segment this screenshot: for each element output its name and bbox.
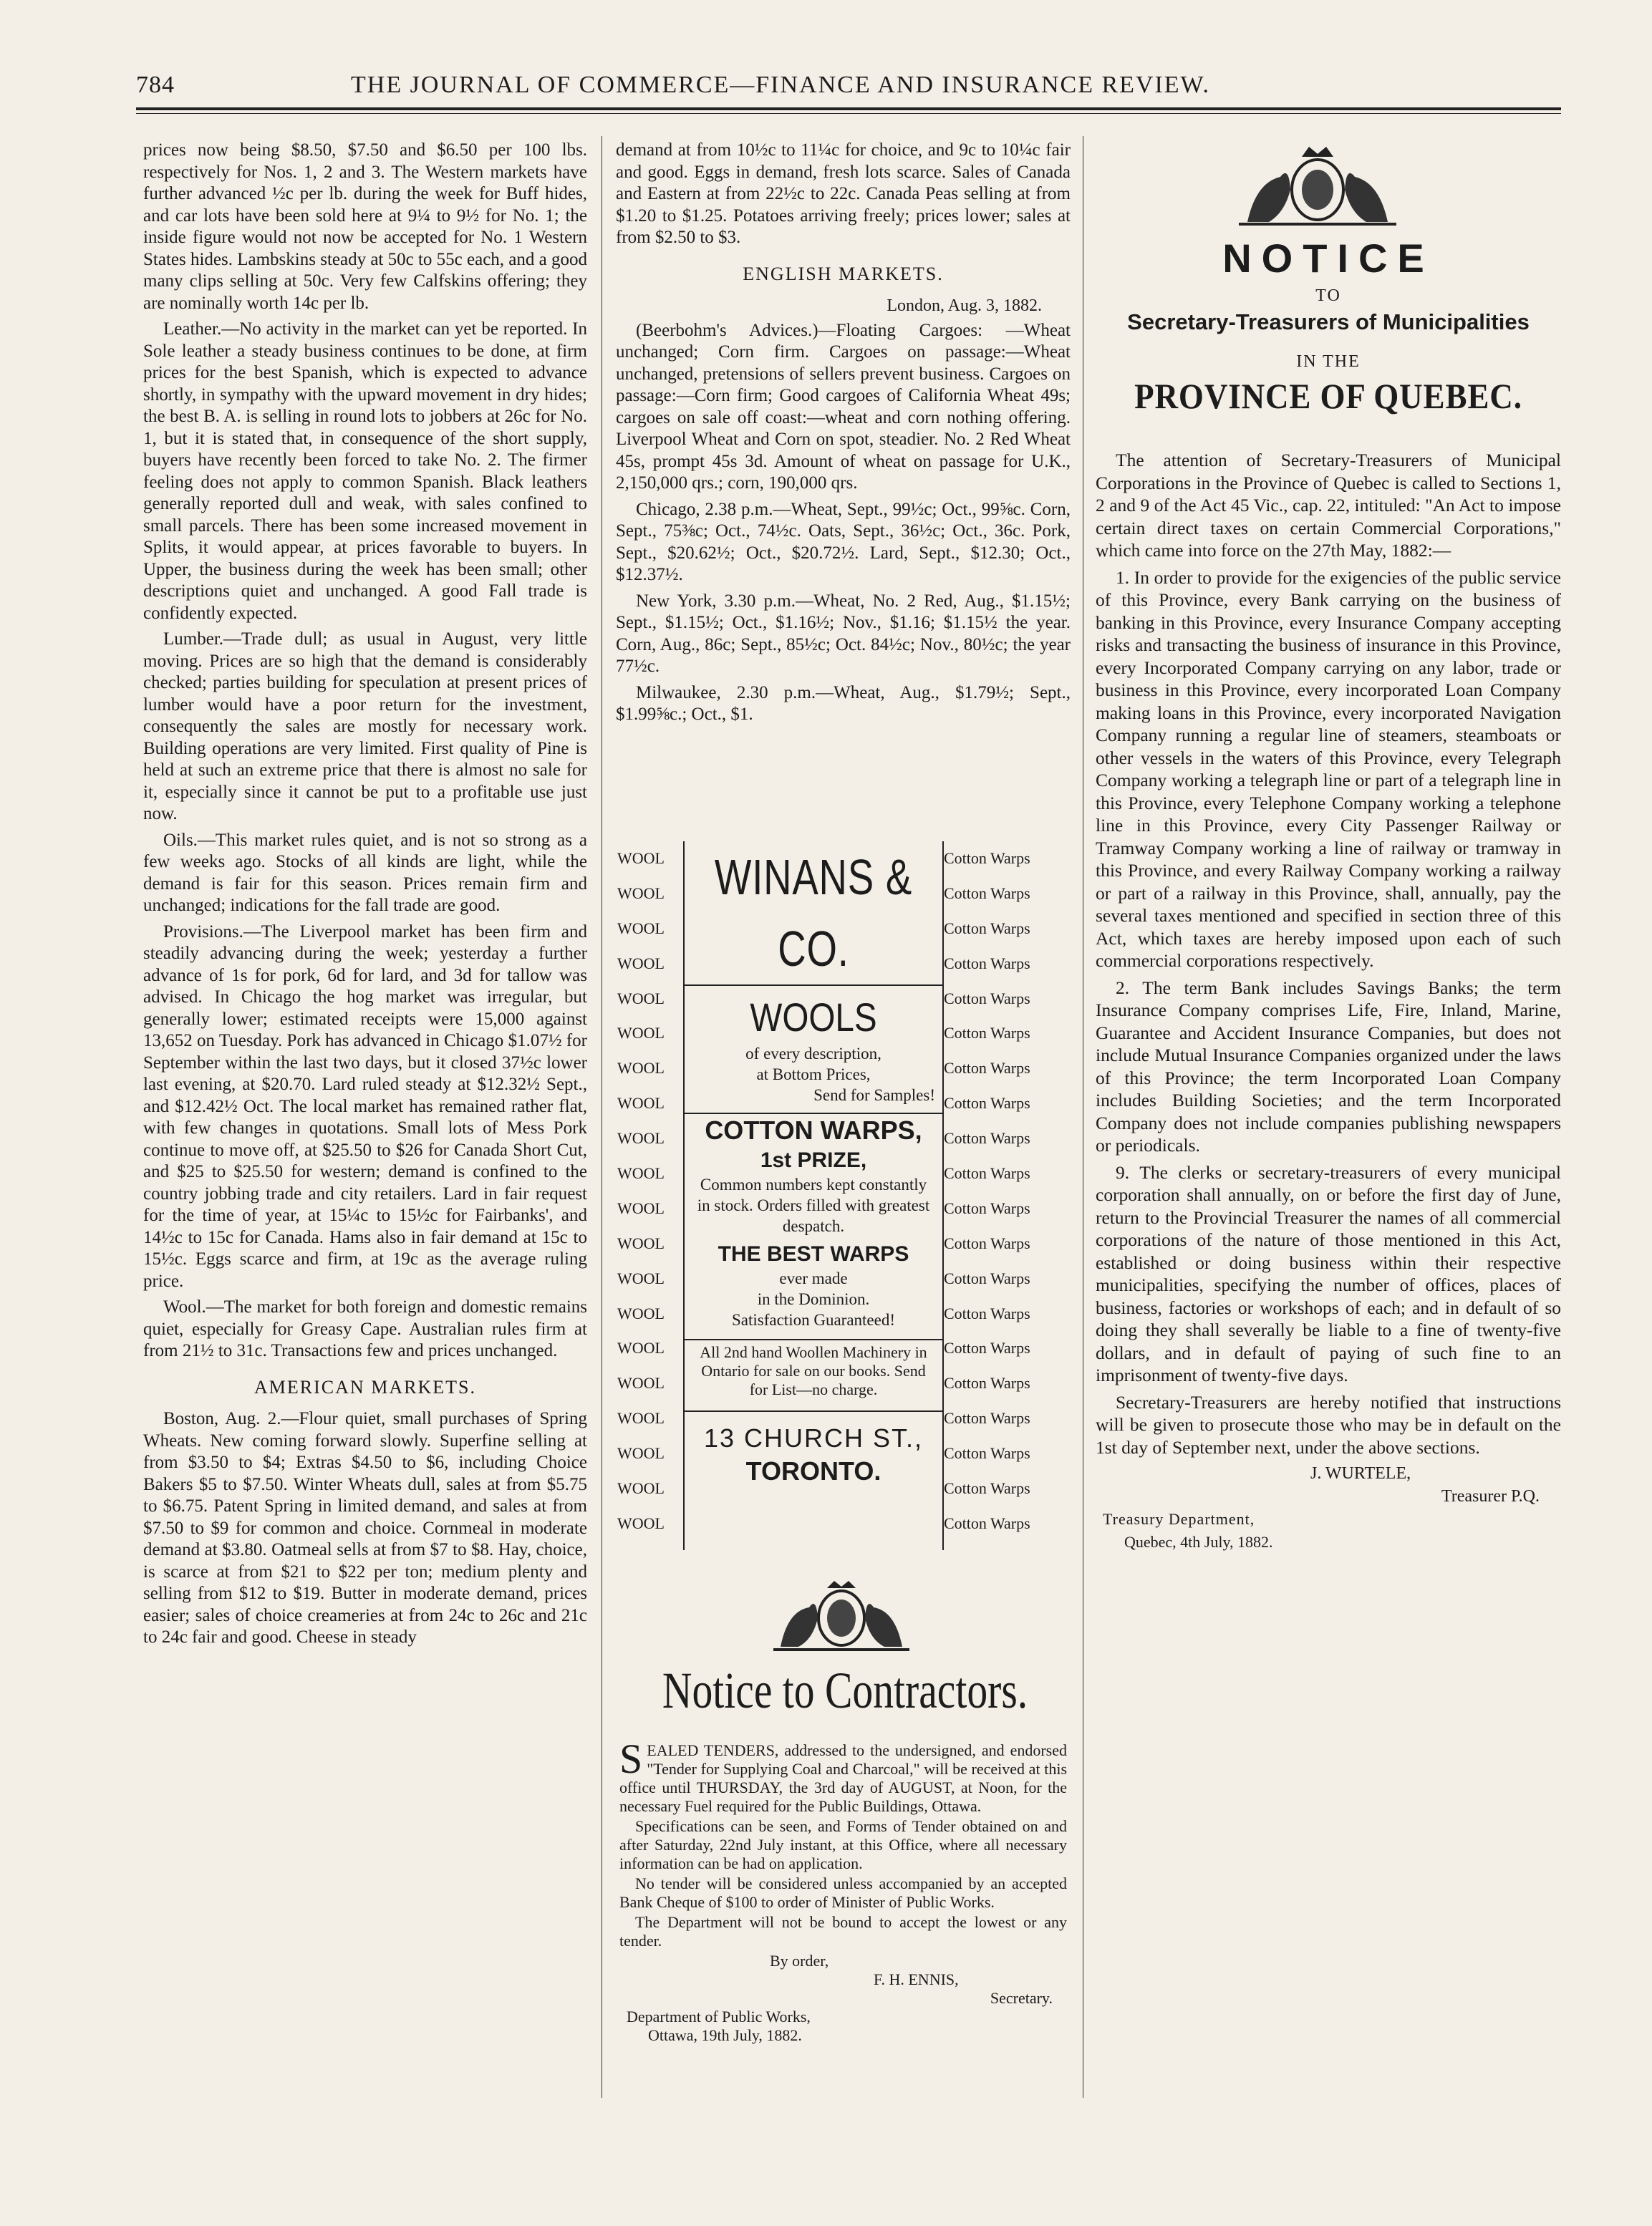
royal-coat-of-arms-icon [766,1575,917,1654]
wool-border-word: WOOL [617,1164,665,1183]
cotton-warps-border-word: Cotton Warps [944,1444,1030,1463]
cotton-warps-border-word: Cotton Warps [944,1129,1030,1148]
drop-cap: S [619,1736,643,1782]
header-rule-thin [136,113,1561,114]
wool-border-word: WOOL [617,989,665,1007]
page-header [136,69,1396,106]
notice-signer-title: Treasurer P.Q. [1441,1486,1540,1506]
wool-paragraph: Wool.—The market for both foreign and domestic remains quiet, especially for Greasy Cape. Australian rules firm at from 21½ to 31c. Transactions few and prices unchanged. [143,1297,587,1360]
milwaukee-paragraph: Milwaukee, 2.30 p.m.—Wheat, Aug., $1.79½; Sept., $1.99⅝c.; Oct., $1. [616,682,1071,724]
notice-in-the: IN THE [1296,352,1361,371]
column-markets [143,140,587,2087]
cotton-warps-border-word: Cotton Warps [944,884,1030,902]
ad-satisfaction: Satisfaction Guaranteed! [732,1311,895,1329]
cotton-warps-border-word: Cotton Warps [944,1199,1030,1217]
section-1-paragraph: 1. In order to provide for the exigencies of the public service of this Province, every Bank carrying on the business of banking in this Province, every Insurance Company accepting risks and transacting the business of insurance in this Province, every Incorporated Company carrying on any labor, trade or business in this Province, every incorporated Loan Company making loans in this Province, every incorporated Navigation Company running a regular line of steamers, steamboats or other vessels in the waters of this Province, every Telegraph Company working a telegraph line or part of a telegraph line in this Province, every Telephone Company working a telephone line in this Province, every City Passenger Railway or Tramway Company working a line of railway or tramway in this Province, and every Railway Company working a railway or part of a railway in this Province, shall, annually, pay the several taxes mentioned and specified in section three of this Act, which taxes are hereby imposed upon each of such commercial corporations respectively. [1096,566,1561,971]
wool-border-word: WOOL [617,1269,665,1287]
prosecute-paragraph: Secretary-Treasurers are hereby notified that instructions will be given to prosecute those who may be in default on the 1st day of September next, under the above sections. [1096,1391,1561,1458]
beerbohm-paragraph: (Beerbohm's Advices.)—Floating Cargoes: —Wheat unchanged; Corn firm. Cargoes on passage:—Wheat unchanged, pretensions of sellers prevent business. Cargoes on passage:—Corn firm; Good cargoes of California Wheat 49s; cargoes on sale off coast:—wheat and corn nothing offering. Liverpool Wheat and Corn on spot, steadier. No. 2 Red Wheat 45s, prompt 45s 3d. Amount of wheat on passage for U.K., 2,150,000 qrs.; corn, 190,000 qrs. [616,320,1071,493]
cotton-warps-border-word: Cotton Warps [944,1514,1030,1532]
cotton-warps-border-word: Cotton Warps [944,954,1030,972]
english-markets-heading: ENGLISH MARKETS. [743,263,944,284]
notice-signer: J. WURTELE, [1310,1464,1411,1483]
wools-heading: WOOLS [750,995,877,1040]
notice-department: Treasury Department, [1103,1510,1255,1528]
firm-name: WINANS & CO. [714,849,913,977]
ad-city: TORONTO. [745,1456,881,1486]
contractors-notice-body [619,1736,1067,2045]
contractors-signer-title: Secretary. [990,1989,1053,2007]
wool-border-word: WOOL [617,1094,665,1113]
lowest-tender-paragraph: The Department will not be bound to accept the lowest or any tender. [619,1913,1067,1950]
wool-border-word: WOOL [617,849,665,867]
ad-dominion: in the Dominion. [757,1290,870,1308]
cotton-warps-border-word: Cotton Warps [944,1234,1030,1252]
london-dateline: London, Aug. 3, 1882. [887,296,1042,315]
section-9-paragraph: 9. The clerks or secretary-treasurers of every municipal corporation shall annually, on or before the first day of June, return to the Provincial Treasurer the names of all commercial corporations of the nature of those mentioned in this Act, established or doing business within their respective municipalities, specifying the number of offices, places of business, factories or workshops of each; and in default of so doing they shall severally be liable to a fine of twenty-five dollars, and in default of paying of such fine to an imprisonment of twenty-five days. [1096,1161,1561,1385]
wool-border-word: WOOL [617,1444,665,1463]
produce-paragraph: demand at from 10½c to 11¼c for choice, and 9c to 10¼c fair and good. Eggs in demand, fresh lots scarce. Sales of Canada and Eastern at from 22½c to 22c. Canada Peas selling at from $1.20 to $1.25. Potatoes arriving freely; prices lower; sales at from $2.50 to $3. [616,140,1071,247]
cotton-warps-border-word: Cotton Warps [944,1409,1030,1428]
wool-border-word: WOOL [617,1199,665,1217]
cotton-warps-border-word: Cotton Warps [944,849,1030,867]
ad-divider [685,1410,942,1412]
cotton-warps-border-word: Cotton Warps [944,989,1030,1007]
ad-address: 13 CHURCH ST., [703,1423,924,1453]
lumber-paragraph: Lumber.—Trade dull; as usual in August, very little moving. Prices are so high that the demand is considerably checked; parties building for speculation at present prices of lumber would have a poor return for the investment, consequently the sales are mostly for necessary work. Building operations are very limited. First quality of Pine is held at such an extreme price that there is almost no sale for it, especially since it cannot be put to a profitable use just now. [143,629,587,823]
section-2-paragraph: 2. The term Bank includes Savings Banks; the term Insurance Company comprises Life, Fire, Inland, Marine, Guarantee and Accident Insurance Companies, but does not include Mutual Insurance Companies organized under the laws of this Province; the term Incorporated Loan Company includes Building Societies; and the term Incorporated Company does not include companies publishing newspapers or periodicals. [1096,977,1561,1156]
chicago-paragraph: Chicago, 2.38 p.m.—Wheat, Sept., 99½c; Oct., 99⅝c. Corn, Sept., 75⅜c; Oct., 74½c. Oats, Sept., 36½c; Oct., 36c. Pork, Sept., $20.62½; Oct., $20.72½. Lard, Sept., $12.30; Oct., $12.37½. [616,499,1071,584]
oils-paragraph: Oils.—This market rules quiet, and is not so strong as a few weeks ago. Stocks of all kinds are light, while the demand is fair for this season. Prices remain firm and unchanged; indications for the fall trade are good. [143,830,587,915]
wool-border-word: WOOL [617,919,665,937]
cotton-warps-border-word: Cotton Warps [944,1339,1030,1358]
wool-border-word: WOOL [617,1234,665,1252]
hides-paragraph: prices now being $8.50, $7.50 and $6.50 per 100 lbs. respectively for Nos. 1, 2 and 3. The Western markets have further advanced ½c per lb. during the week for Buff hides, and car lots have been sold here at 9¼ to 9½ for No. 1; the inside figure would not now be accepted for No. 1 Western States hides. Lambskins steady at 50c to 55c each, and a good many clips selling at 50c. Very few Calfskins offering; they are nominally worth 14c per lb. [143,140,587,313]
wool-border-left [617,841,682,1542]
notice-addressee: Secretary-Treasurers of Municipalities [1127,309,1530,334]
ad-prices: at Bottom Prices, [756,1065,871,1083]
leather-paragraph: Leather.—No activity in the market can yet be reported. In Sole leather a steady business continues to be done, at firm prices for the best Spanish, which is expected to advance shortly, in sympathy with the upward movement in dry hides; the best B. A. is selling in round lots to jobbers at 26c for No. 1, but it is stated that, in consequence of the short supply, buyers have recently been forced to take No. 2. The firmer feeling does not apply to common Spanish. Black leathers generally reported dull and weak, with sales confined to small parcels. There has been some increased movement in Splits, it would appear, at prices favorable to buyers. In Upper, the business during the week has been small; other descriptions quiet and unchanged. A good Fall trade is confidently expected. [143,319,587,623]
cotton-warps-border-word: Cotton Warps [944,1164,1030,1183]
province-heading: PROVINCE OF QUEBEC. [1134,376,1522,416]
cotton-warps-border-word: Cotton Warps [944,1374,1030,1393]
ad-description: of every description, [745,1045,881,1063]
wool-border-word: WOOL [617,1304,665,1322]
journal-title: THE JOURNAL OF COMMERCE—FINANCE AND INSURANCE REVIEW. [351,72,1211,98]
wool-border-word: WOOL [617,1479,665,1498]
ad-samples: Send for Samples! [813,1086,935,1104]
cotton-warps-border-word: Cotton Warps [944,1269,1030,1287]
provisions-paragraph: Provisions.—The Liverpool market has been firm and steadily advancing during the week; yesterday a further advance of 1s for pork, 6d for lard, and 3d for tallow was advised. In Chicago the hog market was irregular, but generally lower; estimated receipts were 15,000 against 13,652 on Tuesday. Pork has advanced in Chicago $1.07½ for September within the last two days, but it closed 37½c lower last evening, at $20.70. Lard ruled steady at $12.32½ Sept., and $12.42½ Oct. The local market has remained rather flat, with few changes in quotations. Small lots of Mess Pork continue to move off, at $25.50 to $26 for Canada Short Cut, and $25 to $25.50 for western; demand is confined to the country jobbing trade and city retailers. Lard in fair request for the time of year, at 15¼c to 15½c for Fairbanks', and 14½c to 15c for Canada. Hams also in fair demand at 15c to 15½c. Eggs scarce and firm, at 19c as the average ruling price. [143,921,587,1291]
ad-divider [685,984,942,986]
wool-border-word: WOOL [617,1514,665,1532]
cotton-warps-border-word: Cotton Warps [944,1094,1030,1113]
wool-border-word: WOOL [617,1339,665,1358]
attention-paragraph: The attention of Secretary-Treasurers of Municipal Corporations in the Province of Quebec is called to Sections 1, 2 and 9 of the Act 45 Vic., cap. 22, intituled: "An Act to impose certain direct taxes on certain Commercial Corporations," which came into force on the 27th May, 1882:— [1096,450,1561,561]
contractors-department: Department of Public Works, [627,2008,811,2026]
cheque-paragraph: No tender will be considered unless accompanied by an accepted Bank Cheque of $100 to order of Minister of Public Works. [619,1874,1067,1911]
notice-heading: NOTICE [1222,236,1434,281]
ad-stock-text: Common numbers kept constantly in stock. Orders filled with greatest despatch. [697,1176,930,1235]
winans-advertisement [617,841,1068,1550]
contractors-date: Ottawa, 19th July, 1882. [648,2026,802,2044]
wool-border-word: WOOL [617,1129,665,1148]
cotton-warps-heading: COTTON WARPS, [705,1116,922,1145]
cotton-warps-border-word: Cotton Warps [944,1479,1030,1498]
cotton-warps-border-right [944,841,1073,1542]
wool-border-word: WOOL [617,954,665,972]
wool-border-word: WOOL [617,1059,665,1078]
wool-border-word: WOOL [617,1024,665,1042]
notice-to: TO [1315,286,1341,305]
best-warps-heading: THE BEST WARPS [718,1242,909,1266]
wool-border-word: WOOL [617,1409,665,1428]
tenders-paragraph: EALED TENDERS, addressed to the undersigned, and endorsed "Tender for Supplying Coal and Charcoal," will be received at this office until THURSDAY, the 3rd day of AUGUST, at Noon, for the necessary Fuel required for the Public Buildings, Ottawa. [619,1741,1067,1815]
header-rule [136,107,1561,110]
american-markets-heading: AMERICAN MARKETS. [254,1376,476,1398]
boston-paragraph: Boston, Aug. 2.—Flour quiet, small purchases of Spring Wheats. New coming forward slowly. Superfine selling at from $3.50 to $4; Extras $4.50 to $6, including Choice Bakers $5 to $7.50. Winter Wheats dull, sales at from $5.75 to $6.75. Patent Spring in limited demand, and sales at from $7.50 to $9 for common and choice. Cornmeal in moderate demand at $3.80. Oatmeal sells at from $7 to $8. Hay, choice, is scarce at from $21 to $22 per ton; medium plenty and selling from $12 to $19. Butter in moderate demand, prices easier; sales of choice creameries at from 24c to 26c and 21c to 24c fair and good. Cheese in steady [143,1409,587,1647]
new-york-paragraph: New York, 3.30 p.m.—Wheat, No. 2 Red, Aug., $1.15½; Sept., $1.15½; Oct., $1.16½; Nov., $1.16; $1.15½ the year. Corn, Aug., 86c; Sept., 85½c; Oct. 84½c; Nov., 80½c; the year 77½c. [616,591,1071,676]
page-number: 784 [136,72,175,98]
cotton-warps-border-word: Cotton Warps [944,1059,1030,1078]
cotton-warps-border-word: Cotton Warps [944,919,1030,937]
prize-heading: 1st PRIZE, [760,1148,867,1172]
ad-machinery-text: All 2nd hand Woollen Machinery in Ontario for sale on our books. Send for List—no charge. [700,1343,927,1398]
specifications-paragraph: Specifications can be seen, and Forms of Tender obtained on and after Saturday, 22nd July instant, at this Office, where all necessary information can be had on application. [619,1817,1067,1872]
wool-border-word: WOOL [617,1374,665,1393]
notice-to-contractors-title: Notice to Contractors. [662,1662,1028,1719]
contractors-signer: F. H. ENNIS, [874,1970,959,1988]
column-english-markets [616,140,1071,942]
column-notice [1096,140,1561,2116]
notice-date: Quebec, 4th July, 1882. [1124,1532,1273,1551]
cotton-warps-border-word: Cotton Warps [944,1304,1030,1322]
notice-body [1096,449,1561,1553]
ad-ever-made: ever made [779,1269,848,1287]
ad-center-panel [683,841,944,1550]
cotton-warps-border-word: Cotton Warps [944,1024,1030,1042]
by-order: By order, [770,1952,829,1970]
wool-border-word: WOOL [617,884,665,902]
